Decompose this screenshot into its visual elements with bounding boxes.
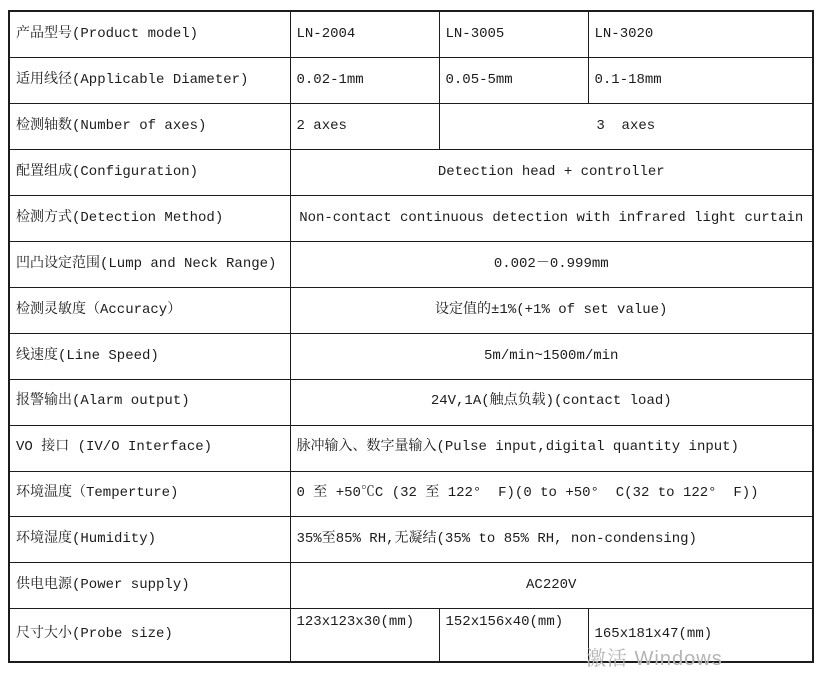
table-row xyxy=(9,425,813,471)
value-cell: 3 axes xyxy=(439,104,813,150)
value-cell: 0 至 +50℃C (32 至 122° F)(0 to +50° C(32 to 122° F)) xyxy=(290,471,813,517)
row-label-cell: 环境温度（Temperture) xyxy=(9,471,290,517)
value-cell: LN-3005 xyxy=(439,11,588,58)
value-cell: 0.1-18mm xyxy=(588,58,813,104)
row-label-cell: 产品型号(Product model) xyxy=(9,11,290,58)
value-cell: 0.002－0.999mm xyxy=(290,242,813,288)
row-label-cell: 凹凸设定范围(Lump and Neck Range) xyxy=(9,242,290,288)
table-row xyxy=(9,517,813,563)
windows-activation-watermark: 激活 Windows xyxy=(586,648,723,670)
value-cell: 0.05-5mm xyxy=(439,58,588,104)
value-cell: 0.02-1mm xyxy=(290,58,439,104)
table-row xyxy=(9,379,813,425)
table-row xyxy=(9,150,813,196)
table-row xyxy=(9,242,813,288)
row-label-cell: 配置组成(Configuration) xyxy=(9,150,290,196)
row-label-cell: 尺寸大小(Probe size) xyxy=(9,609,290,662)
value-cell: 24V,1A(触点负载)(contact load) xyxy=(290,379,813,425)
value-cell: Detection head + controller xyxy=(290,150,813,196)
table-row xyxy=(9,609,813,662)
row-label-cell: 环境湿度(Humidity) xyxy=(9,517,290,563)
value-cell: LN-3020 xyxy=(588,11,813,58)
row-label-cell: 检测轴数(Number of axes) xyxy=(9,104,290,150)
value-cell: 2 axes xyxy=(290,104,439,150)
table-row xyxy=(9,563,813,609)
value-cell: 5m/min~1500m/min xyxy=(290,333,813,379)
table-row xyxy=(9,196,813,242)
spec-table-body xyxy=(9,11,813,662)
table-row xyxy=(9,58,813,104)
value-cell: 设定值的±1%(+1% of set value) xyxy=(290,287,813,333)
spec-table xyxy=(8,10,814,663)
value-cell: AC220V xyxy=(290,563,813,609)
table-row xyxy=(9,471,813,517)
table-row xyxy=(9,11,813,58)
table-row xyxy=(9,287,813,333)
value-cell: 165x181x47(mm) xyxy=(588,609,813,662)
value-cell: LN-2004 xyxy=(290,11,439,58)
row-label-cell: 报警输出(Alarm output) xyxy=(9,379,290,425)
row-label-cell: 适用线径(Applicable Diameter) xyxy=(9,58,290,104)
row-label-cell: 供电电源(Power supply) xyxy=(9,563,290,609)
value-cell: 152x156x40(mm) xyxy=(439,609,588,662)
table-row xyxy=(9,104,813,150)
value-cell: 脉冲输入、数字量输入(Pulse input,digital quantity input) xyxy=(290,425,813,471)
value-cell: 35%至85% RH,无凝结(35% to 85% RH, non-condensing) xyxy=(290,517,813,563)
row-label-cell: VO 接口 (IV/O Interface) xyxy=(9,425,290,471)
row-label-cell: 检测方式(Detection Method) xyxy=(9,196,290,242)
row-label-cell: 线速度(Line Speed) xyxy=(9,333,290,379)
value-cell: Non-contact continuous detection with infrared light curtain xyxy=(290,196,813,242)
row-label-cell: 检测灵敏度（Accuracy） xyxy=(9,287,290,333)
value-cell: 123x123x30(mm) xyxy=(290,609,439,662)
table-row xyxy=(9,333,813,379)
